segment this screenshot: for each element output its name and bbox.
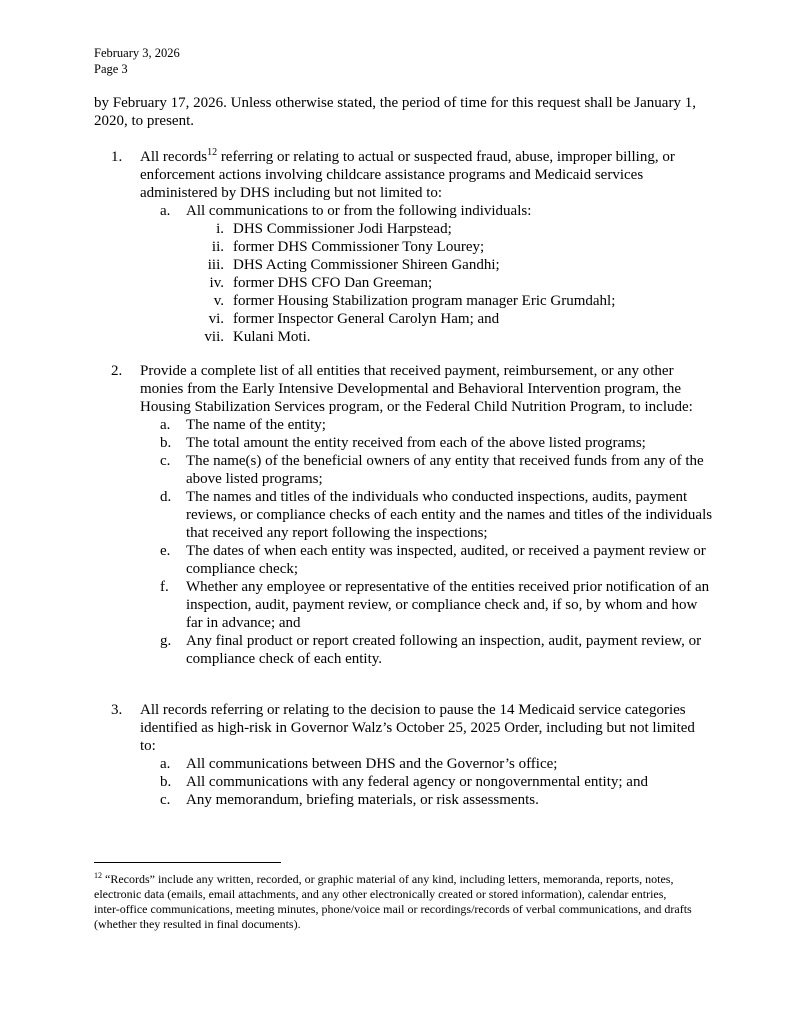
sub-item-text: The name of the entity; [186,417,326,433]
sub-item-label: a. [160,756,171,772]
roman-item [94,292,714,310]
footnote-separator [94,862,281,863]
sub-item [94,202,714,220]
list-item [94,701,714,755]
item-number: 2. [111,363,123,379]
sub-item-label: b. [160,435,172,451]
sub-item-text: All communications between DHS and the Governor’s office; [186,756,558,772]
roman-item-label: vi. [208,311,224,327]
roman-item-text: Kulani Moti. [233,329,311,345]
roman-item-label: iv. [209,275,224,291]
sub-item [94,578,714,632]
roman-item-label: v. [213,293,224,309]
sub-item [94,791,714,809]
list-item [94,362,714,416]
sub-item-text: Any final product or report created following an inspection, audit, payment review, or compliance check of each entity. [186,633,702,667]
header-page-number: Page 3 [94,62,128,76]
sub-item-label: e. [160,543,171,559]
sub-item-label: c. [160,792,171,808]
sub-item [94,755,714,773]
item-text: All records [140,149,208,165]
item-text: All records referring or relating to the decision to pause the 14 Medicaid service categories identified as high-risk in Governor Walz’s October 25, 2025 Order, including but not limited to: [140,702,695,754]
roman-item [94,238,714,256]
page-header [94,45,180,77]
sub-item-label: g. [160,633,172,649]
roman-item-text: DHS Commissioner Jodi Harpstead; [233,221,452,237]
sub-item-label: a. [160,417,171,433]
list-item [94,148,714,202]
sub-item-label: f. [160,579,169,595]
sub-item-text: The name(s) of the beneficial owners of any entity that received funds from any of the above listed programs; [186,453,704,487]
sub-item [94,416,714,434]
header-date: February 3, 2026 [94,46,180,60]
roman-item [94,274,714,292]
item-number: 1. [111,149,123,165]
sub-item-text: Whether any employee or representative of the entities received prior notification of an inspection, audit, payment review, or compliance check and, if so, by whom and how far in advance; and [186,579,710,631]
roman-item-text: former DHS CFO Dan Greeman; [233,275,433,291]
intro-paragraph: by February 17, 2026. Unless otherwise stated, the period of time for this request shall be January 1, 2020, to present. [94,95,696,129]
item-text: Provide a complete list of all entities that received payment, reimbursement, or any other monies from the Early Intensive Developmental and Behavioral Intervention program, the Housing Stabilization Services program, or the Federal Child Nutrition Program, to include: [140,363,693,415]
sub-item [94,452,714,488]
item-text-cont: referring or relating to actual or suspected fraud, abuse, improper billing, or enforcement actions involving childcare assistance programs and Medicaid services administered by DHS including but not limited to: [140,149,675,201]
sub-item-text: The total amount the entity received from each of the above listed programs; [186,435,646,451]
sub-item-label: a. [160,203,171,219]
footnote-ref: 12 [207,147,218,158]
roman-item-text: former Housing Stabilization program manager Eric Grumdahl; [233,293,616,309]
sub-item-text: The dates of when each entity was inspected, audited, or received a payment review or compliance check; [186,543,706,577]
sub-item [94,773,714,791]
sub-item-label: d. [160,489,172,505]
roman-item [94,328,714,346]
footnote [94,872,694,932]
sub-item [94,434,714,452]
request-item-1 [94,148,714,346]
roman-item-label: vii. [204,329,224,345]
sub-item [94,488,714,542]
sub-item [94,632,714,668]
roman-item-label: i. [216,221,224,237]
sub-item-text: The names and titles of the individuals who conducted inspections, audits, payment reviews, or compliance checks of each entity and the names and titles of the individuals that received any report following the inspections; [186,489,713,541]
sub-item-label: c. [160,453,171,469]
sub-item-text: All communications with any federal agency or nongovernmental entity; and [186,774,648,790]
roman-item-text: former Inspector General Carolyn Ham; and [233,311,500,327]
roman-item [94,310,714,328]
sub-item-text: All communications to or from the following individuals: [186,203,532,219]
sub-item-text: Any memorandum, briefing materials, or risk assessments. [186,792,539,808]
item-number: 3. [111,702,123,718]
sub-item [94,542,714,578]
request-item-2 [94,362,714,668]
roman-item [94,220,714,238]
roman-item-text: former DHS Commissioner Tony Lourey; [233,239,485,255]
roman-item-label: ii. [211,239,224,255]
sub-item-label: b. [160,774,172,790]
footnote-number: 12 [94,871,102,880]
footnote-text: “Records” include any written, recorded, or graphic material of any kind, including letters, memoranda, reports, notes, electronic data (emails, email attachments, and any other electronically created or stored information), calendar entries, inter-office communications, meeting minutes, phone/voice mail or recordings/records of verbal communications, and drafts (whether they resulted in final documents). [94,872,692,931]
roman-item-text: DHS Acting Commissioner Shireen Gandhi; [233,257,500,273]
request-item-3 [94,701,714,809]
roman-item [94,256,714,274]
roman-item-label: iii. [207,257,224,273]
